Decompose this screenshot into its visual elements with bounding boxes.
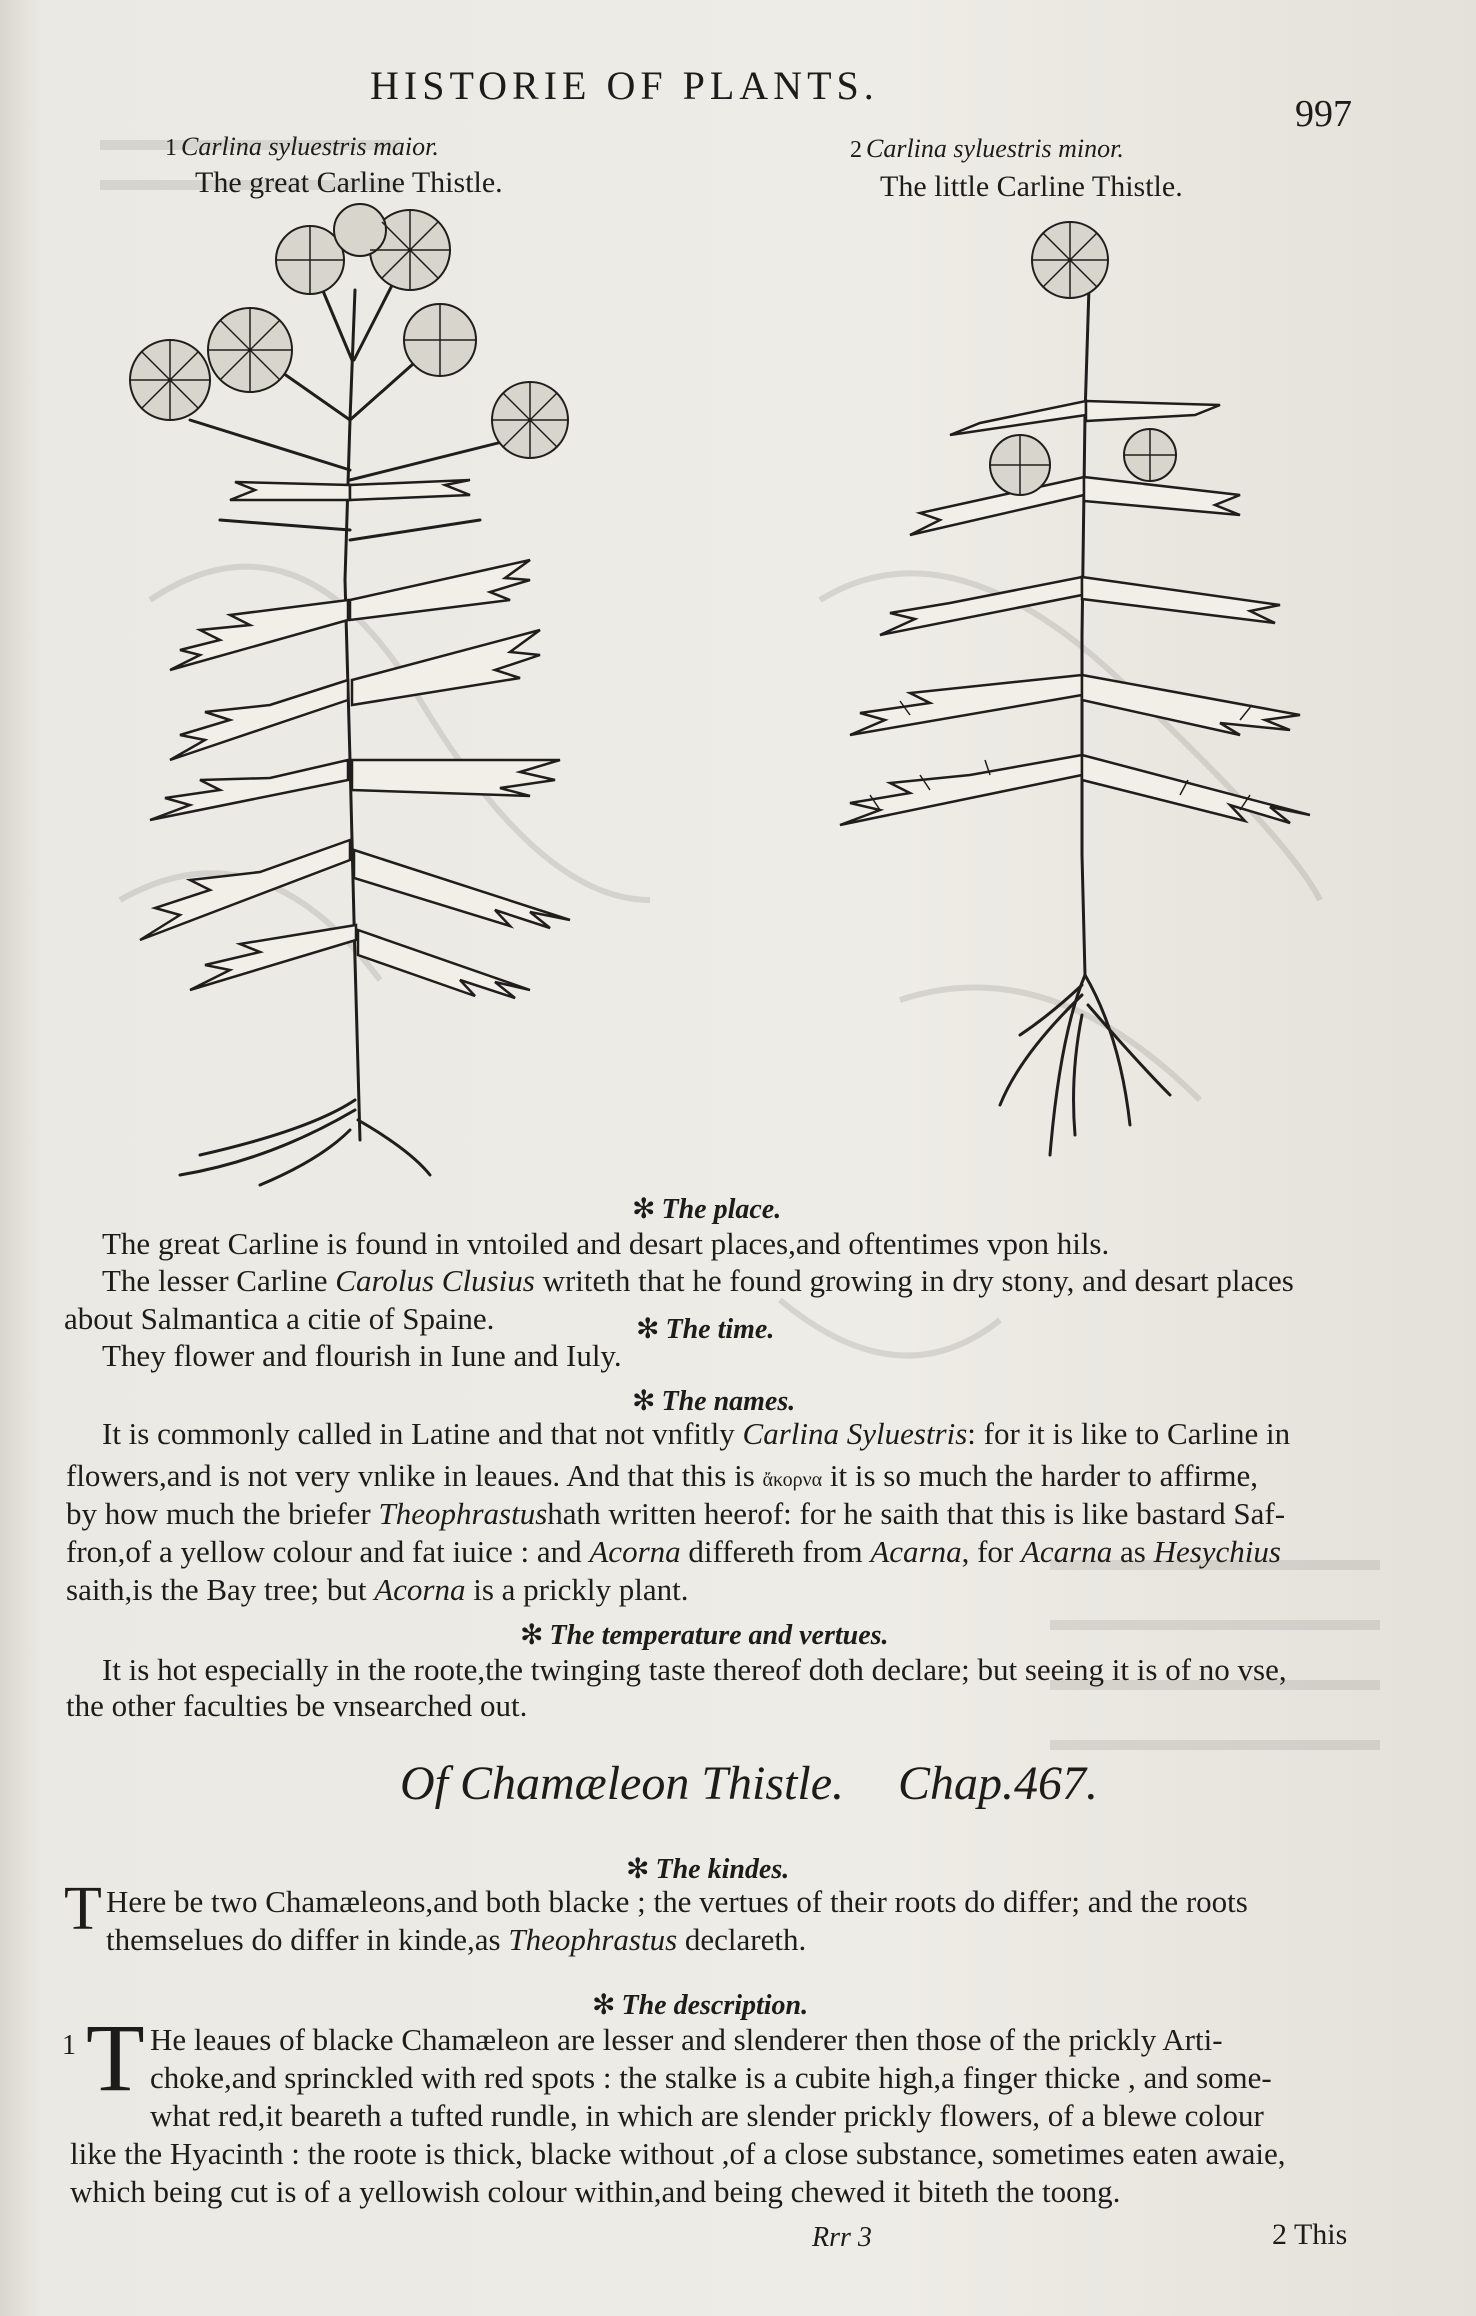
- body-line: They flower and flourish in Iune and Iuly.: [102, 1338, 622, 1373]
- body-line: saith,is the Bay tree; but Acorna is a prickly plant.: [66, 1572, 689, 1607]
- great-carline-thistle-woodcut: [110, 200, 590, 1190]
- printer-signature: Rrr 3: [812, 2222, 872, 2253]
- chapter-number: Chap.467.: [898, 1757, 1099, 1810]
- body-line: It is commonly called in Latine and that not vnfitly Carlina Syluestris: for it is like to Carline in: [102, 1416, 1291, 1451]
- body-line: The lesser Carline Carolus Clusius writeth that he found growing in dry stony, and desart places: [102, 1263, 1294, 1298]
- little-carline-thistle-woodcut: [820, 215, 1340, 1165]
- body-line: flowers,and is not very vnlike in leaues. And that this is ἄκορνα it is so much the harder to affirme,: [66, 1458, 1259, 1493]
- paragraph-number: 1: [62, 2030, 76, 2061]
- figure-number: 1: [165, 135, 177, 161]
- body-line: Here be two Chamæleons,and both blacke ; the vertues of their roots do differ; and the roots: [106, 1884, 1248, 1919]
- body-line: like the Hyacinth : the roote is thick, blacke without ,of a close substance, sometimes eaten awaie,: [70, 2136, 1286, 2171]
- running-title: HISTORIE OF PLANTS.: [370, 63, 879, 108]
- figure-number: 2: [850, 137, 862, 163]
- catchword: 2 This: [1272, 2218, 1348, 2251]
- body-line: which being cut is of a yellowish colour within,and being chewed it biteth the toong.: [70, 2174, 1121, 2209]
- figure-latin-name: Carlina syluestris minor.: [866, 134, 1124, 163]
- figure-english-name-1: The great Carline Thistle.: [195, 166, 503, 199]
- body-line: choke,and sprinckled with red spots : the stalke is a cubite high,a finger thicke , and some-: [150, 2060, 1272, 2095]
- figure-caption-1: [165, 132, 439, 162]
- asterism-icon: ✻: [632, 1194, 656, 1225]
- drop-cap: T: [64, 1875, 102, 1943]
- section-heading-kindes: ✻ The kindes.: [626, 1854, 790, 1885]
- body-line: by how much the briefer Theophrastushath written heerof: for he saith that this is like bastard Saf-: [66, 1496, 1286, 1531]
- body-line: themselues do differ in kinde,as Theophrastus declareth.: [106, 1922, 807, 1957]
- body-line: the other faculties be vnsearched out.: [66, 1688, 528, 1723]
- section-heading-description: ✻ The description.: [592, 1990, 809, 2021]
- section-heading-time: ✻ The time.: [636, 1314, 775, 1345]
- body-line: about Salmantica a citie of Spaine.: [64, 1301, 495, 1336]
- body-line: what red,it beareth a tufted rundle, in which are slender prickly flowers, of a blewe colour: [150, 2098, 1264, 2133]
- chapter-title: Of Chamæleon Thistle.: [400, 1757, 845, 1810]
- asterism-icon: ✻: [636, 1314, 660, 1345]
- asterism-icon: ✻: [632, 1386, 656, 1417]
- section-heading-place: ✻ The place.: [632, 1194, 782, 1225]
- drop-cap: T: [86, 2004, 145, 2111]
- section-heading-temperature: ✻ The temperature and vertues.: [520, 1620, 889, 1651]
- body-line: He leaues of blacke Chamæleon are lesser and slenderer then those of the prickly Arti-: [150, 2022, 1223, 2057]
- body-line: The great Carline is found in vntoiled and desart places,and oftentimes vpon hils.: [102, 1226, 1110, 1261]
- figure-latin-name: Carlina syluestris maior.: [181, 132, 439, 161]
- body-line: It is hot especially in the roote,the twinging taste thereof doth declare; but seeing it is of no vse,: [102, 1652, 1287, 1687]
- body-line: fron,of a yellow colour and fat iuice : and Acorna differeth from Acarna, for Acarna as Hesychius: [66, 1534, 1281, 1569]
- asterism-icon: ✻: [592, 1990, 616, 2021]
- asterism-icon: ✻: [626, 1854, 650, 1885]
- section-heading-names: ✻ The names.: [632, 1386, 796, 1417]
- figure-caption-2: [850, 134, 1124, 164]
- asterism-icon: ✻: [520, 1620, 544, 1651]
- figure-english-name-2: The little Carline Thistle.: [880, 170, 1183, 203]
- page-number: 997: [1295, 93, 1352, 135]
